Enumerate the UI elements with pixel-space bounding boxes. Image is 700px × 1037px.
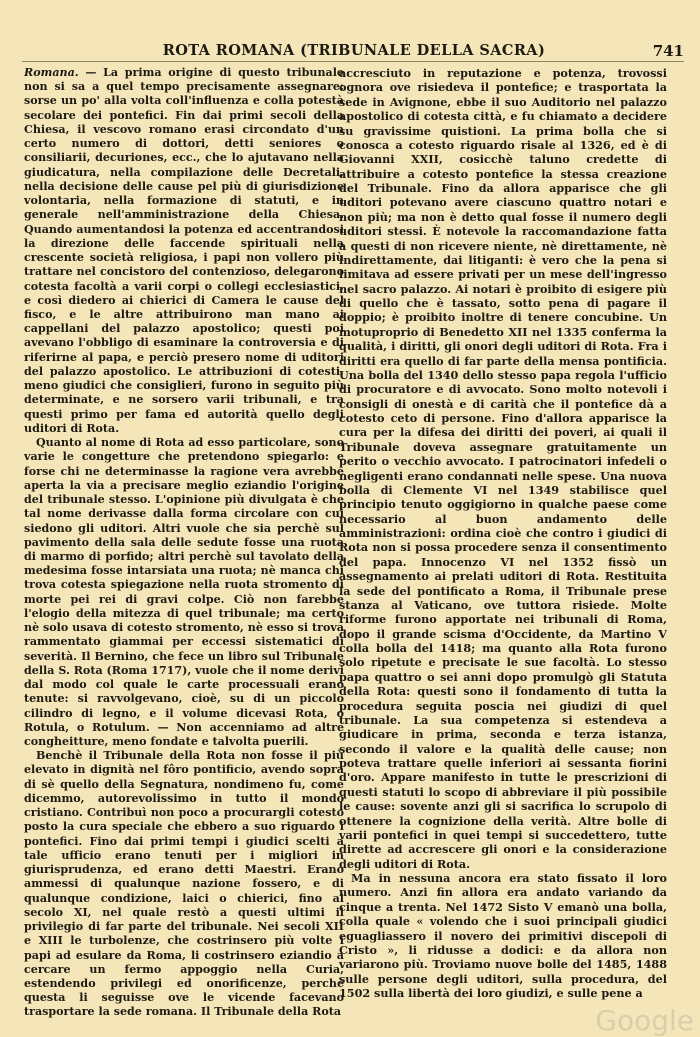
paragraph <box>24 66 344 436</box>
paragraph: Quanto al nome di Rota ad esso particolare, sono varie le congetture che pretendono spiegarlo: e forse chi ne determinasse la ragione vera avrebbe aperta la via a precisare meglio eziandio l'origine del tribunale stesso. L'opinione più divulgata è che tal nome derivasse dalla forma circolare con cui siedono gli uditori. Altri vuole che sia perchè sul pavimento della sala delle sedute fosse una ruota di marmo di porfido; altri perchè sul tavolato della medesima fosse intarsiata una ruota; nè manca chi trova cotesta spiegazione nella ruota stromento di morte pei rei di gravi colpe. Ciò non farebbe l'elogio della mitezza di quel tribunale; ma certo nè solo usava di cotesto stromento, nè esso si trova rammentato giammai per eccessi sistematici di severità. Il Bernino, che fece un libro sul Tribunale della S. Rota (Roma 1717), vuole che il nome derivi dal modo col quale le carte processuali erano tenute: si ravvolgevano, cioè, su di un piccolo cilindro di legno, e il volume dicevasi Rota, o Rotula, o Rotulum. — Non accenniamo ad altre congheitture, meno fondate e talvolta puerili. <box>24 436 344 749</box>
page-number: 741 <box>652 42 684 60</box>
running-title: ROTA ROMANA (TRIBUNALE DELLA SACRA) <box>162 42 546 59</box>
header-rule <box>22 61 684 62</box>
watermark: Google <box>595 1004 694 1037</box>
left-column <box>24 66 344 1020</box>
lead-word: Romana. <box>24 66 79 79</box>
right-column <box>339 66 667 1000</box>
paragraph: Ma in nessuna ancora era stato fissato il loro numero. Anzi fin allora era andato variando da cinque a trenta. Nel 1472 Sisto V emanò una bolla, colla quale « volendo che i suoi principali giudici eguagliassero il novero dei primitivi discepoli di Cristo », li ridusse a dodici: e da allora non variarono più. Troviamo nuove bolle del 1485, 1488 sulle persone degli uditori, sulla procedura, del 1502 sulla libertà dei loro giudizi, e sulle pene a <box>339 871 667 1000</box>
page-header <box>24 40 684 62</box>
paragraph-text: — La prima origine di questo tribunale non si sa a quel tempo precisamente assegnare: sorse un po' alla volta coll'influenza e colla potestà secolare dei pontefici. Fin dai primi secoli della Chiesa, il vescovo romano erasi circondato d'un certo numero di dottori, detti seniores o consiliarii, decuriones, ecc., che lo ajutavano nella giudicatura, nella compilazione delle Decretali, nella decisione delle cause pel più di giurisdizione volontaria, nella formazione di statuti, e in generale nell'amministrazione della Chiesa. Quando aumentandosi la potenza ed accentrandosi la direzione delle faccende spirituali nella crescente società religiosa, i papi non vollero più trattare nel concistoro del contenzioso, delegarono cotesta facoltà a varii corpi o collegi ecclesiastici, e così diedero ai chierici di Camera le cause del fisco, e le altre attribuirono man mano ai cappellani del palazzo apostolico; questi poi avevano l'obbligo di esaminare la controversia e di riferirne al papa, e perciò presero nome di uditori del palazzo apostolico. Le attribuzioni di cotesti, meno giudici che consiglieri, furono in seguito più determinate, e ne sorsero varii tribunali, e tra questi primo per fama ed autorità quello degli uditori di Rota. <box>24 66 344 435</box>
paragraph: accresciuto in reputazione e potenza, trovossi ognora ove risiedeva il pontefice; e trasportata la sede in Avignone, ebbe il suo Auditorio nel palazzo apostolico di cotesta città, e fu chiamato a decidere su gravissime quistioni. La prima bolla che si conosca a cotesto riguardo risale al 1326, ed è di Giovanni XXII, cosicchè taluno credette di attribuire a cotesto pontefice la stessa creazione del Tribunale. Fino da allora apparisce che gli uditori potevano avere ciascuno quattro notari e non più; ma non è detto qual fosse il numero degli uditori stessi. È notevole la raccomandazione fatta a questi di non ricevere niente, nè direttamente, nè indirettamente, dai litiganti: è vero che la pena si limitava ad essere privati per un mese dell'ingresso nel sacro palazzo. Ai notari è proibito di esigere più di quello che è tassato, sotto pena di pagare il doppio; è proibito inoltre di tenere concubine. Un motuproprio di Benedetto XII nel 1335 conferma la qualità, i diritti, gli onori degli uditori di Rota. Fra i diritti era quello di far parte della mensa pontificia. Una bolla del 1340 dello stesso papa regola l'ufficio di procuratore e di avvocato. Sono molto notevoli i consigli di onestà e di carità che il pontefice dà a cotesto ceto di persone. Fino d'allora apparisce la cura per la difesa dei diritti dei poveri, ai quali il Tribunale doveva assegnare gratuitamente un perito o vecchio avvocato. I patrocinatori infedeli o negligenti erano condannati nelle spese. Una nuova bolla di Clemente VI nel 1349 stabilisce quel principio tenuto oggigiorno in qualche paese come necessario al buon andamento delle amministrazioni: ordina cioè che contro i giudici di Rota non si possa procedere senza il consentimento del papa. Innocenzo VI nel 1352 fissò un assegnamento ai prelati uditori di Rota. Restituita la sede del pontificato a Roma, il Tribunale prese stanza al Vaticano, ove tuttora risiede. Molte riforme furono apportate nei tribunali di Roma, dopo il grande scisma d'Occidente, da Martino V colla bolla del 1418; ma quanto alla Rota furono solo ripetute e precisate le sue facoltà. Lo stesso papa quattro o sei anni dopo promulgò gli Statuta della Rota: questi sono il fondamento di tutta la procedura seguita poscia nei giudizi di quel tribunale. La sua competenza si estendeva a giudicare in prima, seconda e terza istanza, secondo il valore e la qualità delle cause; non poteva trattare quelle inferiori ai sessanta fiorini d'oro. Appare manifesto in tutte le prescrizioni di questi statuti lo scopo di abbreviare il più possibile le cause: sovente anzi gli si sacrifica lo scrupolo di ottenere la cognizione della verità. Altre bolle di varii pontefici in quei tempi si succedettero, tutte dirette ad accrescere gli onori e la considerazione degli uditori di Rota. <box>339 66 667 871</box>
paragraph: Benchè il Tribunale della Rota non fosse il più elevato in dignità nel fôro pontificio, avendo sopra di sè quello della Segnatura, nondimeno fu, come dicemmo, autorevolissimo in tutto il mondo cristiano. Contribuì non poco a procurargli cotesto posto la cura speciale che ebbero a suo riguardo i pontefici. Fino dai primi tempi i giudici scelti a tale ufficio erano tenuti per i migliori in giurisprudenza, ed erano detti Maestri. Erano ammessi di qualunque nazione fossero, e di qualunque condizione, laici o chierici, fino al secolo XI, nel quale restò a questi ultimi il privilegio di far parte del tribunale. Nei secoli XII e XIII le turbolenze, che costrinsero più volte i papi ad esulare da Roma, li costrinsero eziandio a cercare un fermo appoggio nella Curia, estendendo privilegi ed onorificenze, perchè questa li seguisse ove le vicende facevano trasportare la sede romana. Il Tribunale della Rota <box>24 749 344 1019</box>
